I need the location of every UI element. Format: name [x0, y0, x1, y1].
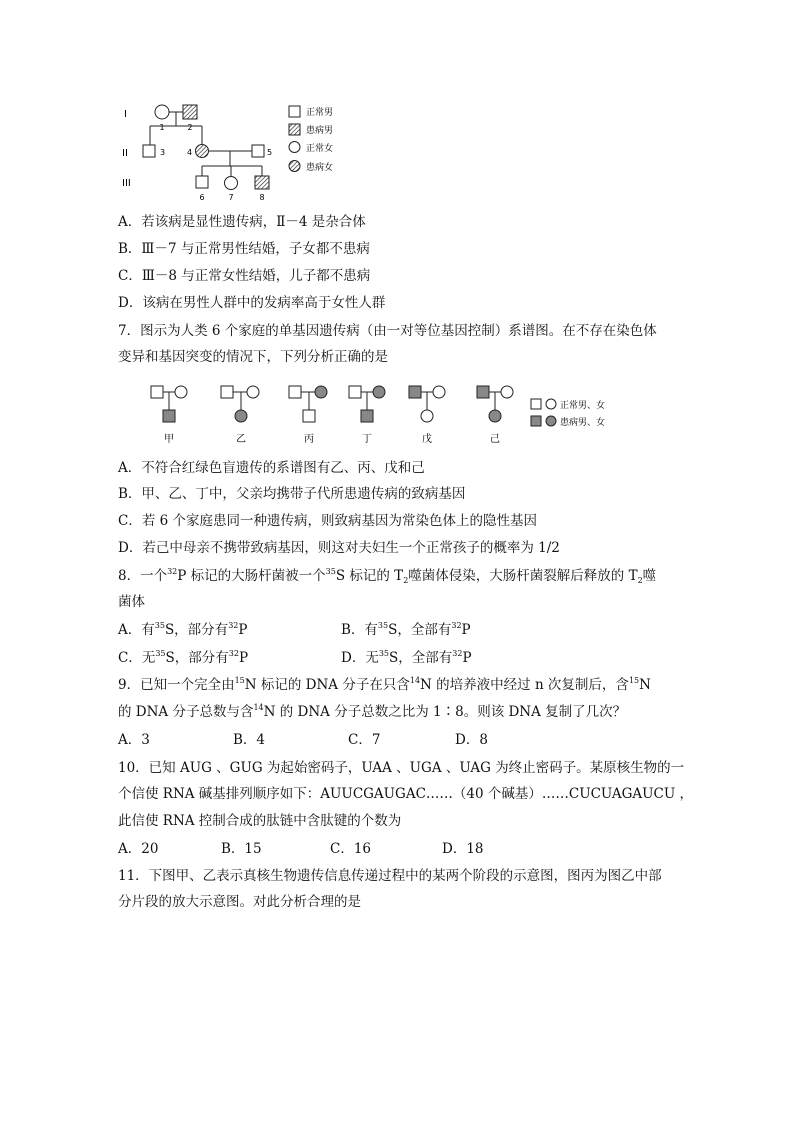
family-bing: 丙 [304, 434, 314, 445]
q10-option-c: C．16 [330, 841, 372, 857]
q7-option-c: C．若 6 个家庭患同一种遗传病，则致病基因为常染色体上的隐性基因 [118, 513, 538, 529]
q8-option-d: D．无$^{35}$S，全部有$^{32}$P [341, 649, 472, 666]
q8-stem-line1: 8．一个$^{32}$P 标记的大肠杆菌被一个$^{35}$S 标记的 $T_2$噬菌体侵染，大肠杆菌裂解后释放的 $T_2$噬 [118, 567, 657, 585]
q10-stem-line2: 个信使 RNA 碱基排列顺序如下：AUUCGAUGAC……（40 个碱基）……CUCUAGAUCU ， [118, 786, 694, 802]
q9-option-c: C．7 [348, 732, 381, 748]
q10-stem-line3: 此信使 RNA 控制合成的肽链中含肽键的个数为 [118, 813, 402, 829]
legend2-affected: 患病男、女 [560, 418, 606, 428]
person-II-4 [196, 145, 209, 158]
svg-text:4: 4 [187, 148, 193, 157]
q6-option-b: B．Ⅲ－7 与正常男性结婚，子女都不患病 [118, 241, 370, 257]
family-wu: 戊 [422, 434, 432, 445]
person-I-2 [183, 105, 197, 119]
q6-option-c: C．Ⅲ－8 与正常女性结婚，儿子都不患病 [118, 268, 371, 284]
q9-option-b: B．4 [233, 732, 266, 748]
svg-text:3: 3 [160, 148, 166, 157]
q6-option-d: D．该病在男性人群中的发病率高于女性人群 [118, 295, 386, 311]
legend-normal-female: 正常女 [306, 144, 334, 154]
person-III-7 [225, 177, 238, 190]
pedigree-chart-1 [112, 96, 372, 201]
q7-option-a: A．不符合红绿色盲遗传的系谱图有乙、丙、戊和己 [118, 460, 425, 476]
gen-label-1: I [124, 109, 127, 120]
q6-option-a: A．若该病是显性遗传病，Ⅱ－4 是杂合体 [118, 214, 366, 230]
family-ji: 己 [490, 434, 500, 445]
family-yi: 乙 [236, 434, 246, 445]
q10-stem-line1: 10．已知 AUG 、GUG 为起始密码子，UAA 、UGA 、UAG 为终止密码子。某原核生物的一 [118, 760, 685, 776]
legend2-normal: 正常男、女 [560, 401, 606, 411]
person-II-5 [252, 145, 264, 157]
q8-option-a: A．有$^{35}$S，部分有$^{32}$P [118, 621, 248, 638]
legend-affected-male: 患病男 [306, 126, 334, 136]
svg-text:6: 6 [199, 193, 205, 201]
q11-stem-line2: 分片段的放大示意图。对此分析合理的是 [118, 894, 361, 910]
svg-text:8: 8 [259, 193, 265, 201]
family-ding: 丁 [362, 434, 372, 445]
q7-option-d: D．若己中母亲不携带致病基因，则这对夫妇生一个正常孩子的概率为 1/2 [118, 540, 560, 556]
svg-text:7: 7 [228, 193, 234, 201]
q8-option-b: B．有$^{35}$S，全部有$^{32}$P [341, 621, 471, 638]
legend-normal-male: 正常男 [306, 108, 334, 118]
person-III-8 [255, 176, 269, 189]
q10-option-d: D．18 [442, 841, 484, 857]
gen-label-3: III [122, 178, 131, 189]
q8-option-c: C．无$^{35}$S，部分有$^{32}$P [118, 649, 249, 666]
q10-option-a: A．20 [118, 841, 159, 857]
q7-stem-line2: 变异和基因突变的情况下，下列分析正确的是 [118, 349, 388, 365]
person-I-1 [155, 105, 169, 119]
person-II-3 [143, 145, 155, 157]
q9-option-a: A．3 [118, 732, 150, 748]
svg-text:2: 2 [187, 123, 193, 132]
q11-stem-line1: 11．下图甲、乙表示真核生物遗传信息传递过程中的某两个阶段的示意图，图丙为图乙中部 [118, 868, 662, 884]
pedigree-chart-2 [145, 380, 655, 450]
q8-stem-line2: 菌体 [118, 594, 145, 610]
q9-stem-line1: 9．已知一个完全由$^{15}$N 标记的 DNA 分子在只含$^{14}$N 的培养液中经过 n 次复制后，含$^{15}$N [118, 676, 651, 693]
svg-text:5: 5 [267, 148, 273, 157]
legend-affected-female: 患病女 [306, 163, 334, 173]
q10-option-b: B．15 [221, 841, 262, 857]
q7-option-b: B．甲、乙、丁中，父亲均携带子代所患遗传病的致病基因 [118, 486, 466, 502]
q9-option-d: D．8 [455, 732, 488, 748]
family-jia: 甲 [164, 434, 174, 445]
gen-label-2: II [122, 148, 128, 159]
svg-text:1: 1 [159, 123, 165, 132]
person-III-6 [196, 176, 208, 188]
q7-stem-line1: 7．图示为人类 6 个家庭的单基因遗传病（由一对等位基因控制）系谱图。在不存在染色体 [118, 323, 657, 339]
q9-stem-line2: 的 DNA 分子总数与含$^{14}$N 的 DNA 分子总数之比为 1∶8。则该 DNA 复制了几次？ [118, 703, 627, 720]
